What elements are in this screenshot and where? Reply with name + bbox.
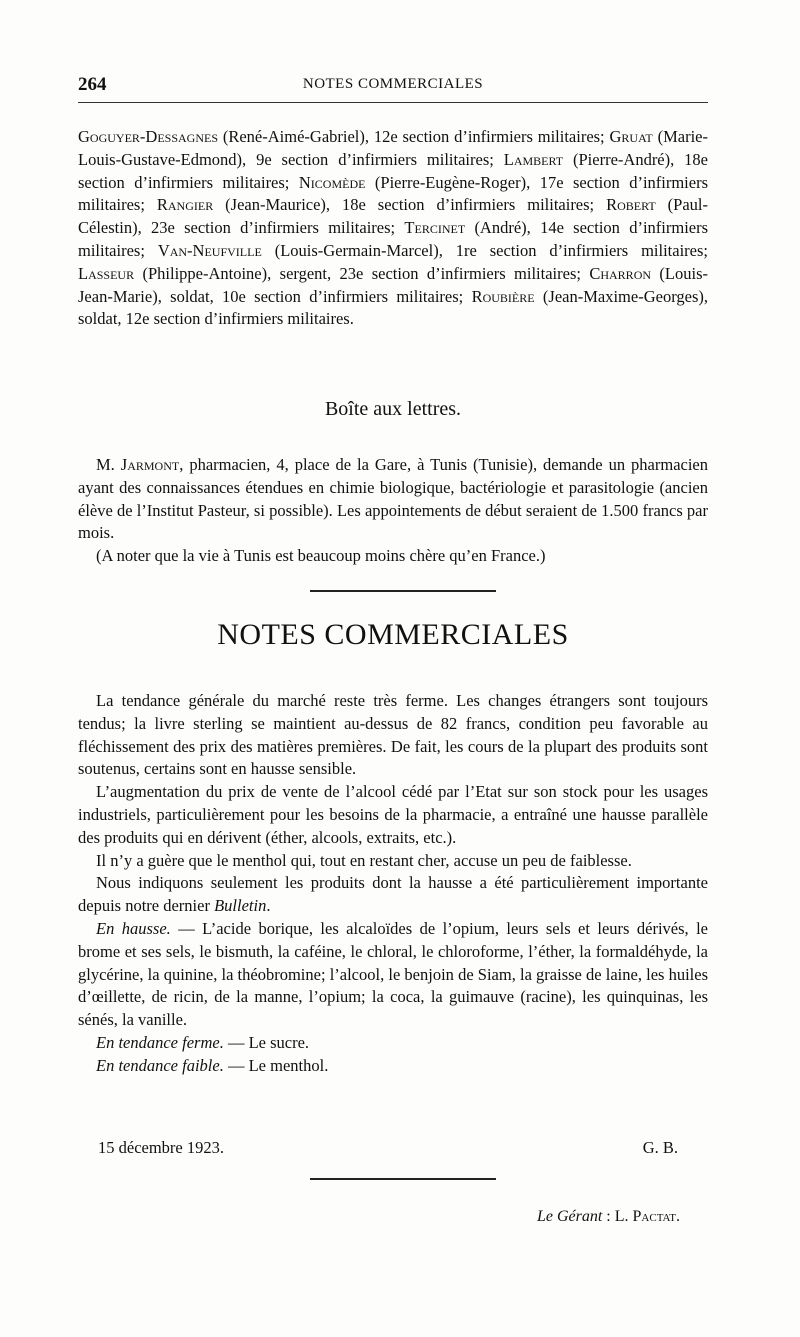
person-detail: (Louis-Germain-Marcel), 1re section d’infirmiers militaires;	[261, 240, 708, 260]
section-title: NOTES COMMERCIALES	[217, 618, 569, 651]
list-entry	[78, 127, 610, 146]
person-name: Lambert	[503, 149, 564, 169]
gerant-name: Pactat	[632, 1208, 676, 1225]
person-name: Charron	[589, 263, 652, 283]
person-name: Gruat	[609, 127, 653, 146]
nominations-list	[78, 126, 708, 331]
gerant-sep: :	[602, 1208, 615, 1225]
page-header	[78, 70, 708, 104]
person-name: Roubière	[471, 286, 535, 306]
person-name: Van-Neufville	[157, 240, 262, 260]
gerant-initial: L.	[614, 1208, 633, 1225]
list-entry	[157, 195, 606, 214]
person-name: Robert	[606, 195, 656, 215]
mailbox-text: , pharmacien, 4, place de la Gare, à Tunis (Tunisie), demande un pharmacien ayant des connaissances étendues en chimie biologique, bactériologie et parasitologie (ancien élève de l’Institut Pasteur, si possible). Les appointements de début seraient de 1.500 francs par mois.	[78, 455, 709, 543]
footer-divider	[310, 1178, 496, 1180]
mailbox-section	[78, 454, 708, 568]
products-text: Nous indiquons seulement les produits dont la hausse a été particulièrement importante depuis notre dernier	[78, 873, 708, 916]
person-detail: (Pierre-Eugène-Roger), 17e section d’infirmiers militaires;	[78, 172, 709, 215]
person-detail: (Jean-Maxime-Georges), soldat, 12e section d’infirmiers militaires.	[78, 286, 709, 329]
faible-text: — Le menthol.	[223, 1055, 329, 1075]
bulletin-ref: Bulletin	[214, 896, 267, 916]
gerant-label: Le Gérant	[536, 1208, 603, 1225]
date: 15 décembre 1923.	[98, 1138, 224, 1157]
person-detail: (Louis-Jean-Marie), soldat, 10e section d’infirmiers militaires;	[78, 263, 708, 306]
person-name: Nicomède	[298, 172, 366, 192]
hausse-label: En hausse.	[96, 918, 171, 938]
faible-label: En tendance faible.	[96, 1055, 224, 1075]
gerant-end: .	[676, 1208, 680, 1225]
commercial-notes	[78, 690, 708, 1078]
paragraph-faible	[78, 1055, 708, 1078]
products-end: .	[266, 896, 271, 916]
page-number: 264	[78, 74, 107, 95]
mailbox-name: Jarmont	[120, 455, 180, 474]
person-detail: (André), 14e section d’infirmiers militaires;	[78, 218, 709, 260]
paragraph-ferme	[78, 1032, 708, 1055]
mailbox-paragraph	[78, 454, 708, 545]
paragraph-alcohol: L’augmentation du prix de vente de l’alcool cédé par l’Etat sur son stock pour les usages industriels, particulièrement pour les besoins de la pharmacie, a entraîné une hausse parallèle des produits qui en dérivent (éther, alcools, extraits, etc.).	[78, 782, 708, 847]
ferme-label: En tendance ferme.	[96, 1032, 224, 1052]
paragraph-products	[78, 872, 708, 918]
person-detail: (René-Aimé-Gabriel), 12e section d’infirmiers militaires;	[218, 127, 610, 146]
paragraph-menthol: Il n’y a guère que le menthol qui, tout en restant cher, accuse un peu de faiblesse.	[96, 850, 632, 870]
gerant-line	[480, 1208, 680, 1226]
person-detail: (Jean-Maurice), 18e section d’infirmiers militaires;	[213, 195, 607, 215]
list-entry	[78, 264, 589, 283]
paragraph-hausse	[78, 918, 708, 1032]
hausse-text: — L’acide borique, les alcaloïdes de l’opium, leurs sels et leurs dérivés, le brome et ses sels, le bismuth, la caféine, le chloral, le chloroforme, l’éther, la formaldéhyde, la glycérine, la quinine, la théobromine; l’alcool, le benjoin de Siam, la graisse de laine, les huiles d’œillette, de ricin, de la manne, l’opium; la coca, la guimauve (racine), les quinquinas, les sénés, la vanille.	[78, 918, 709, 1030]
person-detail: (Pierre-André), 18e section d’infirmiers militaires;	[78, 149, 708, 192]
paragraph-market: La tendance générale du marché reste très ferme. Les changes étrangers sont toujours tendus; la livre sterling se maintient au-dessus de 82 francs, condition peu favorable au fléchissement des prix des matières premières. De fait, les cours de la plupart des produits sont soutenus, certains sont en hausse sensible.	[78, 691, 708, 779]
person-name: Goguyer-Dessagnes	[78, 127, 219, 146]
author-initials: G. B.	[642, 1138, 678, 1157]
section-divider	[310, 590, 496, 592]
running-title: NOTES COMMERCIALES	[302, 76, 484, 92]
list-entry	[158, 241, 708, 260]
ferme-text: — Le sucre.	[223, 1032, 310, 1052]
person-name: Tercinet	[404, 218, 466, 238]
mailbox-prefix: M.	[96, 455, 121, 474]
mailbox-heading: Boîte aux lettres.	[324, 398, 462, 420]
header-rule	[78, 102, 708, 103]
person-detail: (Marie-Louis-Gustave-Edmond), 9e section d’infirmiers militaires;	[78, 127, 708, 169]
person-detail: (Paul-Célestin), 23e section d’infirmiers militaires;	[78, 195, 708, 238]
person-name: Rangier	[156, 195, 214, 215]
person-detail: (Philippe-Antoine), sergent, 23e section d’infirmiers militaires;	[134, 263, 590, 283]
mailbox-note: (A noter que la vie à Tunis est beaucoup moins chère qu’en France.)	[96, 546, 546, 566]
person-name: Lasseur	[78, 263, 135, 283]
